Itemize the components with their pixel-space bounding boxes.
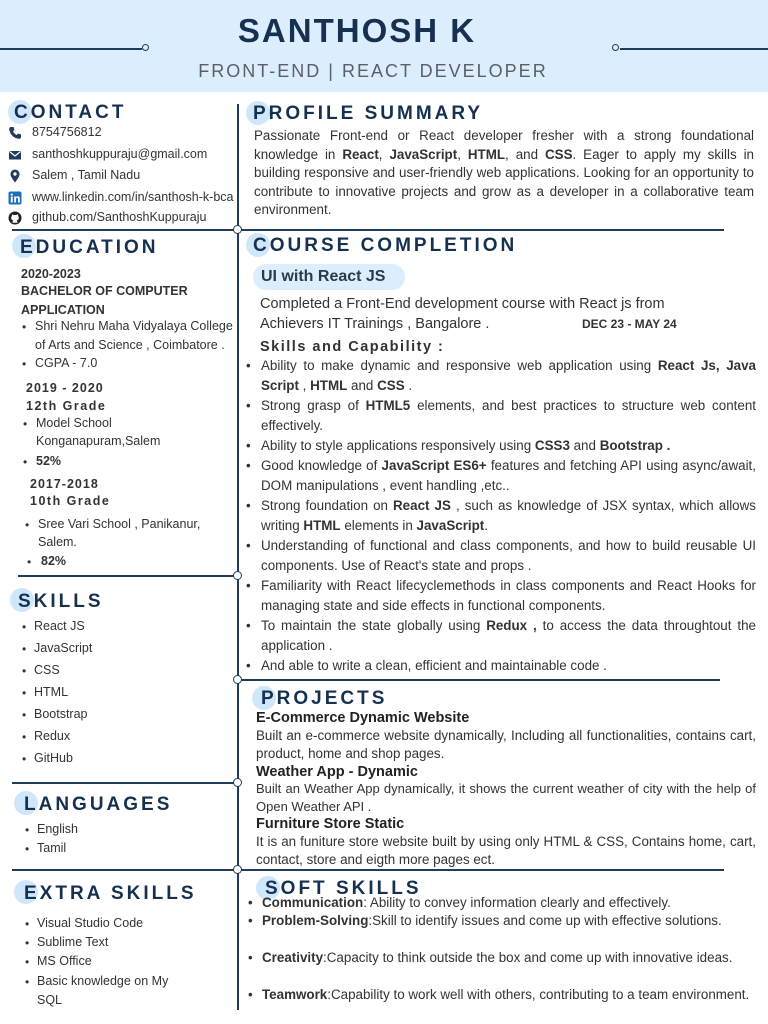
bullet: • — [23, 417, 28, 431]
hsc-school-line2: Konganapuram,Salem — [36, 434, 161, 448]
project-title: Furniture Store Static — [256, 816, 405, 832]
skill-item: GitHub — [34, 751, 73, 765]
bullet: • — [25, 823, 30, 837]
profile-title: PROFILE SUMMARY — [253, 103, 484, 124]
timeline-node-2 — [233, 571, 242, 580]
bullet: • — [25, 975, 30, 989]
capability-item: • Ability to make dynamic and responsive web application using React Js, Java Script , HTML and CSS . — [246, 358, 756, 393]
contact-email[interactable]: santhoshkuppuraju@gmail.com — [32, 147, 208, 161]
bullet: • — [22, 642, 27, 656]
bullet: • — [27, 555, 32, 569]
capability-item: • Ability to style applications responsively using CSS3 and Bootstrap . — [246, 438, 671, 453]
capability-title: Skills and Capability : — [260, 339, 445, 355]
projects-title: PROJECTS — [261, 688, 388, 709]
extra-skills-title: EXTRA SKILLS — [24, 883, 197, 904]
hsc-score: 52% — [36, 454, 62, 468]
course-desc-line1: Completed a Front-End development course with React js from — [260, 296, 665, 312]
divider-5 — [12, 869, 724, 871]
bullet: • — [23, 455, 28, 469]
timeline-node-4 — [233, 778, 242, 787]
phone-icon — [8, 126, 22, 140]
skills-title: SKILLS — [18, 591, 104, 612]
language-item: Tamil — [37, 841, 67, 855]
contact-location: Salem , Tamil Nadu — [32, 168, 141, 182]
linkedin-icon — [8, 191, 22, 205]
extra-skill-item-cont: SQL — [37, 993, 63, 1007]
capability-item: • And able to write a clean, efficient and maintainable code . — [246, 658, 607, 673]
sslc-school-line2: Salem. — [38, 535, 77, 549]
header-banner — [0, 0, 768, 92]
hsc-years: 2019 - 2020 — [26, 381, 104, 395]
project-description: Built an e-commerce website dynamically, Including all functionalities, contains cart, product, home and shop pages. — [256, 728, 756, 761]
capability-item: • Understanding of functional and class components, and how to build reusable UI components. Use of React's state and props . — [246, 538, 756, 573]
college-line1: Shri Nehru Maha Vidyalaya College — [35, 319, 233, 333]
bullet: • — [22, 752, 27, 766]
project-description: It is an funiture store website built by using only HTML & CSS, Contains home, cart, contact, store and eigth more pages ect. — [256, 834, 756, 867]
timeline-node-3 — [233, 675, 242, 684]
project-title: Weather App - Dynamic — [256, 764, 418, 780]
course-name: UI with React JS — [261, 268, 386, 285]
soft-skills-title: SOFT SKILLS — [265, 878, 422, 899]
contact-github[interactable]: github.com/SanthoshKuppuraju — [32, 210, 207, 224]
skill-item: Bootstrap — [34, 707, 88, 721]
extra-skill-item: Visual Studio Code — [37, 916, 144, 930]
capability-item: • Good knowledge of JavaScript ES6+ features and fetching API using async/await, DOM manipulations , event handling ,etc.. — [246, 458, 756, 493]
contact-title: CONTACT — [14, 102, 127, 123]
education-title: EDUCATION — [20, 237, 159, 258]
bullet: • — [22, 708, 27, 722]
degree-name-line2: APPLICATION — [21, 303, 105, 317]
bullet: • — [25, 936, 30, 950]
mail-icon — [8, 148, 22, 162]
bullet: • — [25, 842, 30, 856]
contact-phone: 8754756812 — [32, 125, 102, 139]
divider-2 — [18, 575, 238, 577]
soft-skill-item: • Teamwork:Capability to work well with others, contributing to a team environment. — [248, 987, 750, 1002]
divider-1 — [12, 229, 724, 231]
skill-item: JavaScript — [34, 641, 93, 655]
sslc-school-line1: Sree Vari School , Panikanur, — [38, 517, 201, 531]
contact-linkedin[interactable]: www.linkedin.com/in/santhosh-k-bca — [32, 190, 234, 204]
degree-years: 2020-2023 — [21, 267, 81, 281]
capability-item: • Familiarity with React lifecyclemethods in class components and React Hooks for managing state and side effects in functional components. — [246, 578, 756, 613]
bullet: • — [22, 357, 27, 371]
capability-item: • Strong foundation on React JS , such as knowledge of JSX syntax, which allows writing HTML elements in JavaScript. — [246, 498, 756, 533]
extra-skill-item: Sublime Text — [37, 935, 109, 949]
degree-name-line1: BACHELOR OF COMPUTER — [21, 284, 188, 298]
skill-item: CSS — [34, 663, 60, 677]
bullet: • — [25, 518, 30, 532]
bullet: • — [22, 620, 27, 634]
cgpa: CGPA - 7.0 — [35, 356, 98, 370]
extra-skill-item: Basic knowledge on My — [37, 974, 169, 988]
capability-item: • To maintain the state globally using Redux , to access the data throughtout the application . — [246, 618, 756, 653]
profile-summary-text: Passionate Front-end or React developer fresher with a strong foundational knowledge in React, JavaScript, HTML, and CSS. Eager to apply my skills in building responsive and user-friendly web applications. Looking for an opportunity to contribute to innovative projects and grow as a developer in a collaborative team environment. — [254, 128, 754, 217]
skill-item: Redux — [34, 729, 71, 743]
bullet: • — [22, 664, 27, 678]
soft-skill-item: • Communication: Ability to convey information clearly and effectively. — [248, 895, 671, 910]
skill-item: HTML — [34, 685, 69, 699]
bullet: • — [22, 686, 27, 700]
sslc-years: 2017-2018 — [30, 477, 99, 491]
job-title: FRONT-END | REACT DEVELOPER — [198, 61, 548, 81]
course-title: COURSE COMPLETION — [253, 235, 518, 256]
location-pin-icon — [8, 169, 22, 183]
skill-item: React JS — [34, 619, 85, 633]
bullet: • — [25, 917, 30, 931]
hsc-grade: 12th Grade — [26, 399, 107, 413]
timeline-node-1 — [233, 225, 242, 234]
college-line2: of Arts and Science , Coimbatore . — [35, 338, 225, 352]
sslc-grade: 10th Grade — [30, 494, 111, 508]
github-icon — [8, 211, 22, 225]
bullet: • — [22, 320, 27, 334]
person-name: SANTHOSH K — [237, 12, 477, 49]
course-desc-line2: Achievers IT Trainings , Bangalore . — [260, 316, 490, 332]
languages-title: LANGUAGES — [24, 794, 173, 815]
soft-skill-item: • Problem-Solving:Skill to identify issues and come up with effective solutions. — [248, 913, 722, 928]
course-dates: DEC 23 - MAY 24 — [582, 317, 677, 331]
divider-3 — [240, 679, 720, 681]
timeline-line — [237, 104, 239, 1010]
timeline-node-5 — [233, 865, 242, 874]
bullet: • — [22, 730, 27, 744]
project-description: Built an Weather App dynamically, it shows the current weather of city with the help of Open Weather API . — [256, 781, 756, 814]
bullet: • — [25, 955, 30, 969]
sslc-score: 82% — [41, 554, 67, 568]
divider-4 — [12, 782, 238, 784]
project-title: E-Commerce Dynamic Website — [256, 710, 470, 726]
capability-item: • Strong grasp of HTML5 elements, and best practices to structure web content effectively. — [246, 398, 756, 433]
extra-skill-item: MS Office — [37, 954, 92, 968]
hsc-school-line1: Model School — [36, 416, 112, 430]
soft-skill-item: • Creativity:Capacity to think outside the box and come up with innovative ideas. — [248, 950, 733, 965]
language-item: English — [37, 822, 78, 836]
